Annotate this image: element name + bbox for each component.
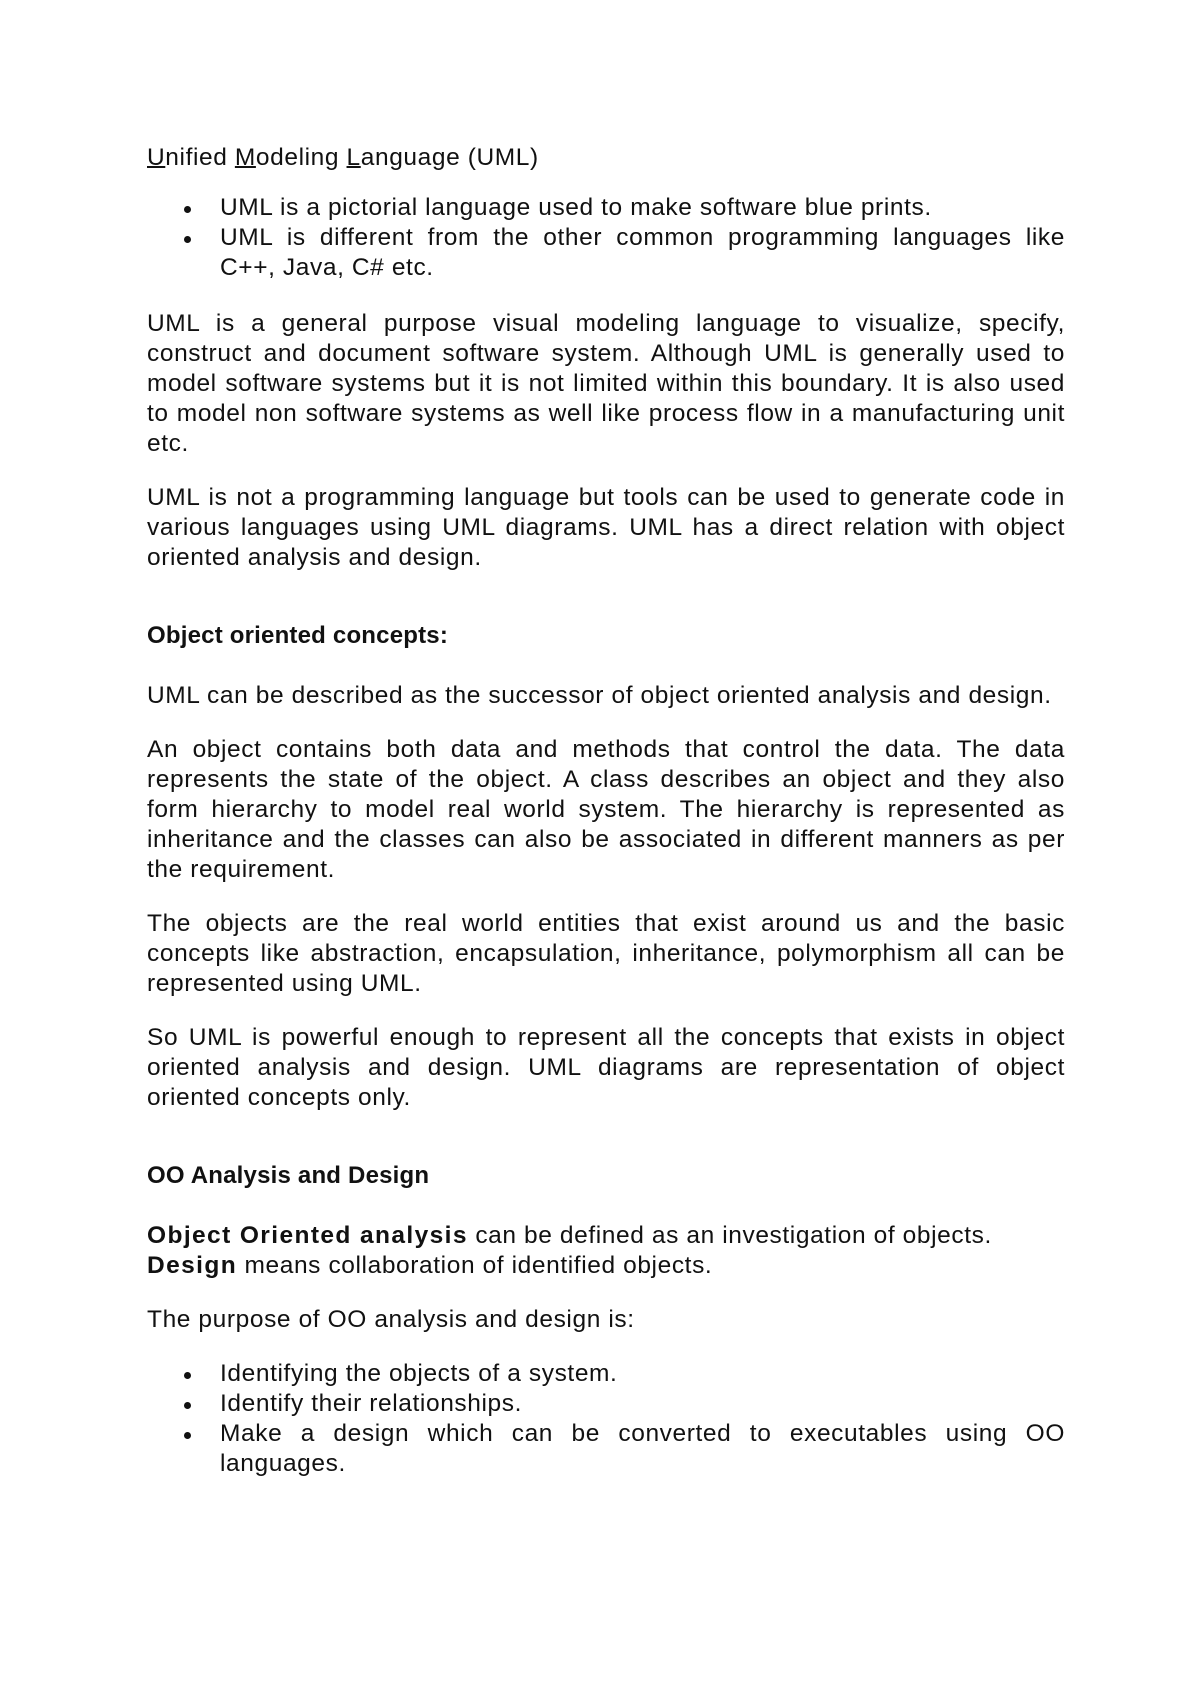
list-item — [147, 1359, 1065, 1389]
list-item — [147, 223, 1065, 283]
paragraph-object-contains: An object contains both data and methods that control the data. The data represents the state of the object. A class describes an object and they also form hierarchy to model real world system. The hierarchy is represented as inheritance and the classes can also be associated in different manners as per the requirement. — [147, 736, 1065, 883]
term-object-oriented-analysis: Object Oriented analysis — [147, 1222, 468, 1249]
list-item-text: Identify their relationships. — [220, 1390, 523, 1417]
design-definition-text: means collaboration of identified objects. — [237, 1252, 713, 1279]
title-letter-l: L — [346, 144, 361, 171]
list-item-text: UML is different from the other common programming languages like C++, Java, C# etc. — [220, 224, 1065, 281]
paragraph-successor: UML can be described as the successor of object oriented analysis and design. — [147, 682, 1052, 709]
paragraph-uml-definition: UML is a general purpose visual modeling language to visualize, specify, construct and document software system. Although UML is generally used to model software systems but it is not limited within this boundary. It is also used to model non software systems as well like process flow in a manufacturing unit etc. — [147, 310, 1065, 457]
analysis-definition-text: can be defined as an investigation of objects. — [467, 1222, 992, 1249]
title-part-m: odeling — [255, 144, 347, 171]
list-item — [147, 1389, 1065, 1419]
paragraph-uml-not-programming: UML is not a programming language but tools can be used to generate code in various languages using UML diagrams. UML has a direct relation with object oriented analysis and design. — [147, 484, 1065, 571]
document-page — [147, 143, 1065, 1505]
list-item-text: UML is a pictorial language used to make software blue prints. — [220, 194, 932, 221]
purpose-bullet-list — [147, 1359, 1065, 1479]
title-letter-m: M — [234, 144, 256, 171]
paragraph-analysis-design-definition — [147, 1221, 1065, 1281]
bullet-icon — [184, 1402, 191, 1409]
intro-bullet-list — [147, 193, 1065, 283]
title-part-u: nified — [165, 144, 235, 171]
list-item — [147, 1419, 1065, 1479]
paragraph-purpose: The purpose of OO analysis and design is: — [147, 1306, 635, 1333]
list-item — [147, 193, 1065, 223]
bullet-icon — [184, 1372, 191, 1379]
bullet-icon — [184, 206, 191, 213]
list-item-text: Make a design which can be converted to executables using OO languages. — [220, 1420, 1065, 1477]
paragraph-uml-powerful: So UML is powerful enough to represent all the concepts that exists in object oriented analysis and design. UML diagrams are representation of object oriented concepts only. — [147, 1024, 1065, 1111]
heading-object-oriented-concepts: Object oriented concepts: — [147, 622, 449, 649]
heading-oo-analysis-design: OO Analysis and Design — [147, 1162, 430, 1189]
title-part-l: anguage (UML) — [360, 144, 539, 171]
paragraph-real-world-entities: The objects are the real world entities that exist around us and the basic concepts like abstraction, encapsulation, inheritance, polymorphism all can be represented using UML. — [147, 910, 1065, 997]
term-design: Design — [147, 1252, 238, 1279]
bullet-icon — [184, 1432, 191, 1439]
bullet-icon — [184, 236, 191, 243]
list-item-text: Identifying the objects of a system. — [220, 1360, 618, 1387]
document-title — [147, 143, 1065, 173]
title-letter-u: U — [147, 144, 166, 171]
